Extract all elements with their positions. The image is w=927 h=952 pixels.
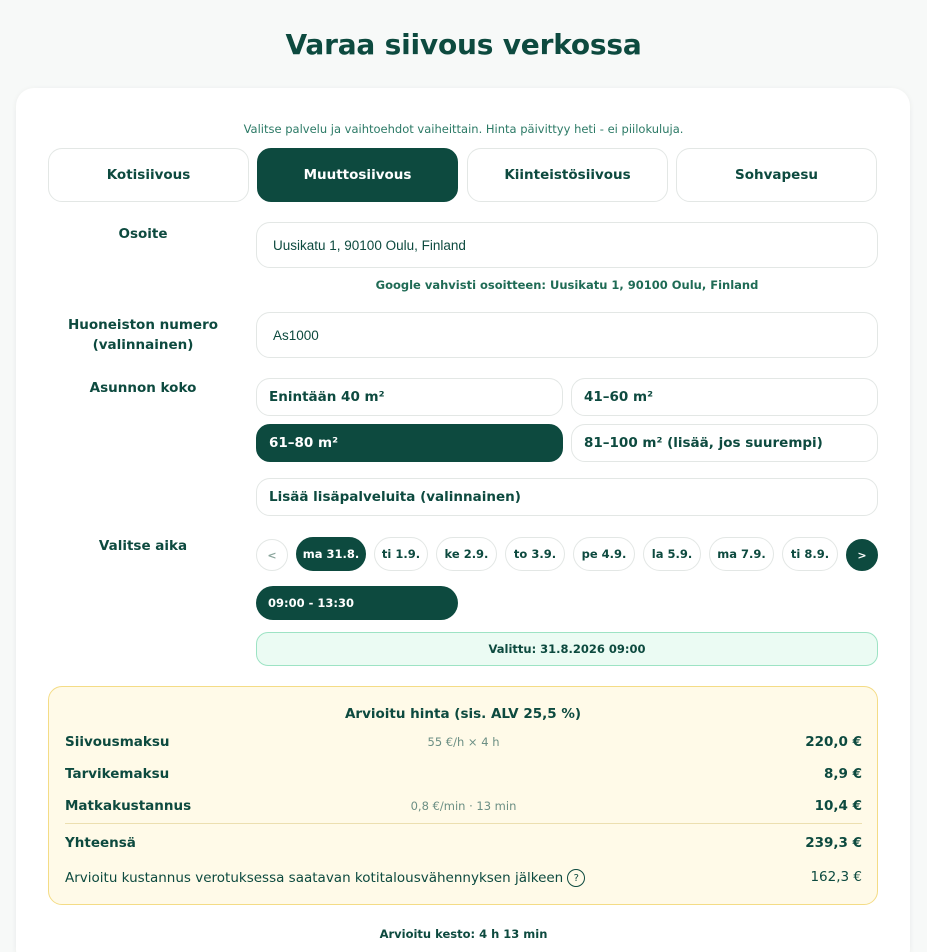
- date-pill-ke-2-9[interactable]: ke 2.9.: [436, 537, 497, 571]
- prev-dates-button[interactable]: [256, 539, 288, 571]
- size-option-41-60[interactable]: 41–60 m²: [571, 378, 878, 416]
- total-label: Yhteensä: [65, 835, 136, 851]
- next-dates-button[interactable]: [846, 539, 878, 571]
- intro-text: Valitse palvelu ja vaihtoehdot vaiheittain. Hinta päivittyy heti - ei piilokuluja.: [243, 122, 684, 136]
- price-row-deduction: [65, 869, 862, 889]
- date-pill-ma-31-8[interactable]: ma 31.8.: [296, 537, 366, 571]
- price-row-label: Matkakustannus: [65, 798, 192, 814]
- date-pill-ti-8-9[interactable]: ti 8.9.: [782, 537, 838, 571]
- price-row-cleaning: [65, 734, 862, 754]
- price-row-meta: 0,8 €/min · 13 min: [410, 799, 517, 813]
- deduction-value: 162,3 €: [810, 869, 862, 885]
- date-pill-pe-4-9[interactable]: pe 4.9.: [573, 537, 635, 571]
- tab-kotisiivous[interactable]: Kotisiivous: [48, 148, 249, 202]
- price-row-travel: [65, 798, 862, 818]
- price-row-label: Tarvikemaksu: [65, 766, 170, 782]
- tab-sohvapesu[interactable]: Sohvapesu: [676, 148, 877, 202]
- price-row-supplies: [65, 766, 862, 786]
- page-title: Varaa siivous verkossa: [285, 28, 642, 61]
- apartment-input[interactable]: As1000: [256, 312, 878, 358]
- tab-muuttosiivous[interactable]: Muuttosiivous: [257, 148, 458, 202]
- time-slot-button[interactable]: 09:00 - 13:30: [256, 586, 458, 620]
- price-summary: [48, 686, 878, 905]
- address-confirmation: Google vahvisti osoitteen: Uusikatu 1, 90100 Oulu, Finland: [375, 278, 759, 292]
- time-label: Valitse aika: [98, 538, 188, 554]
- apartment-label-line1: Huoneiston numero: [67, 317, 219, 333]
- price-row-value: 8,9 €: [823, 766, 862, 782]
- date-pill-ma-7-9[interactable]: ma 7.9.: [709, 537, 774, 571]
- price-row-total: [65, 835, 862, 855]
- price-row-value: 10,4 €: [814, 798, 862, 814]
- address-input[interactable]: Uusikatu 1, 90100 Oulu, Finland: [256, 222, 878, 268]
- price-row-value: 220,0 €: [805, 734, 862, 750]
- total-value: 239,3 €: [805, 835, 862, 851]
- price-row-label: Siivousmaksu: [65, 734, 170, 750]
- deduction-label-wrap: [65, 869, 585, 887]
- price-title: Arvioitu hinta (sis. ALV 25,5 %): [344, 706, 582, 722]
- date-pill-ti-1-9[interactable]: ti 1.9.: [374, 537, 428, 571]
- help-icon[interactable]: ?: [567, 869, 585, 887]
- addons-button[interactable]: Lisää lisäpalveluita (valinnainen): [256, 478, 878, 516]
- price-row-meta: 55 €/h × 4 h: [427, 735, 500, 749]
- deduction-label: Arvioitu kustannus verotuksessa saatavan kotitalousvähennyksen jälkeen: [65, 870, 564, 886]
- address-label: Osoite: [118, 226, 168, 242]
- estimated-duration: Arvioitu kesto: 4 h 13 min: [379, 927, 548, 941]
- selected-time-banner: Valittu: 31.8.2026 09:00: [256, 632, 878, 666]
- size-label: Asunnon koko: [89, 380, 197, 396]
- size-option-81-100[interactable]: 81–100 m² (lisää, jos suurempi): [571, 424, 878, 462]
- size-option-61-80[interactable]: 61–80 m²: [256, 424, 563, 462]
- chevron-left-icon: <: [267, 548, 277, 562]
- apartment-label: [48, 315, 238, 355]
- apartment-label-line2: (valinnainen): [92, 337, 194, 353]
- chevron-right-icon: >: [857, 548, 867, 562]
- date-pill-to-3-9[interactable]: to 3.9.: [505, 537, 565, 571]
- size-option-40[interactable]: Enintään 40 m²: [256, 378, 563, 416]
- date-pill-la-5-9[interactable]: la 5.9.: [643, 537, 701, 571]
- tab-kiinteistosiivous[interactable]: Kiinteistösiivous: [467, 148, 668, 202]
- price-divider: [65, 823, 862, 824]
